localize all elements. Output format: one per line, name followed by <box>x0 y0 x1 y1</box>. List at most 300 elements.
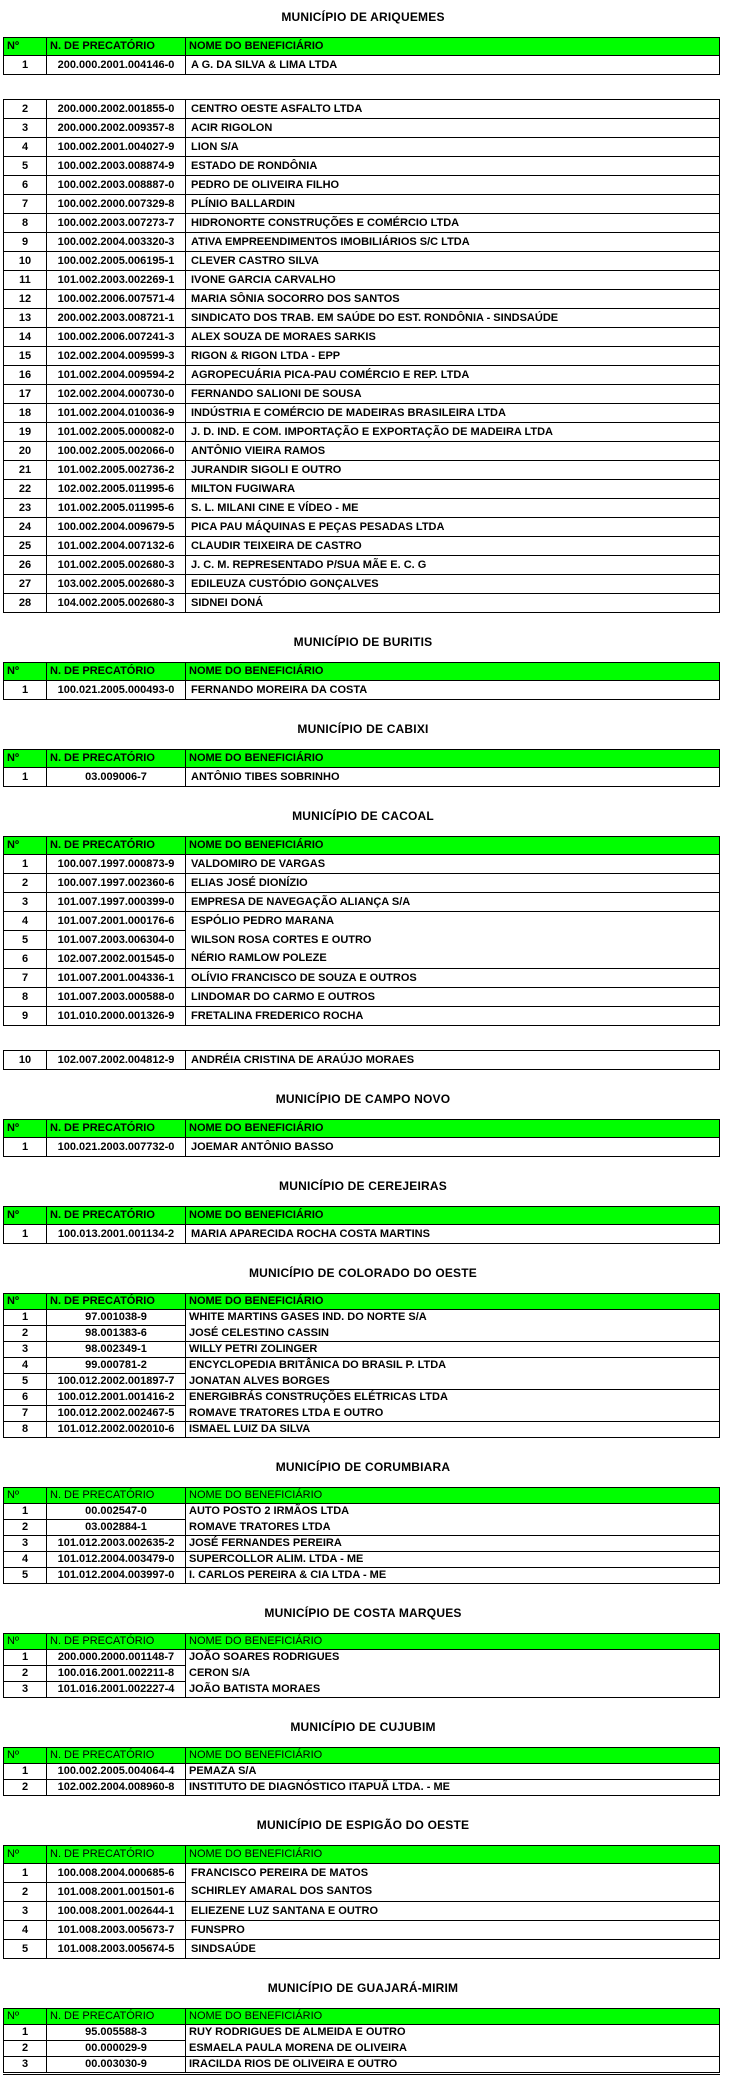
cell-nome: FRANCISCO PEREIRA DE MATOS <box>186 1864 720 1883</box>
table-row <box>4 461 720 480</box>
column-header: NOME DO BENEFICIÁRIO <box>186 1120 720 1138</box>
column-header: NOME DO BENEFICIÁRIO <box>186 663 720 681</box>
column-header: NOME DO BENEFICIÁRIO <box>186 1207 720 1225</box>
column-header: N. DE PRECATÓRIO <box>47 1207 186 1225</box>
cell-n: 4 <box>4 1552 47 1568</box>
cell-n: 6 <box>4 1390 47 1406</box>
cell-nome: LION S/A <box>186 138 720 157</box>
table-row <box>4 157 720 176</box>
cell-nome: JONATAN ALVES BORGES <box>186 1374 720 1390</box>
cell-nome: INDÚSTRIA E COMÉRCIO DE MADEIRAS BRASILEIRA LTDA <box>186 404 720 423</box>
section <box>2 10 724 613</box>
section <box>2 1606 724 1698</box>
cell-nome: CLAUDIR TEIXEIRA DE CASTRO <box>186 537 720 556</box>
cell-nome: CERON S/A <box>186 1666 720 1682</box>
cell-n: 5 <box>4 1940 47 1959</box>
cell-precatorio: 03.002884-1 <box>47 1520 186 1536</box>
cell-precatorio: 100.002.2003.007273-7 <box>47 214 186 233</box>
cell-n: 10 <box>4 1051 47 1070</box>
section <box>2 1092 724 1157</box>
column-header: N. DE PRECATÓRIO <box>47 750 186 768</box>
cell-n: 1 <box>4 768 47 787</box>
table-row <box>4 1536 720 1552</box>
section <box>2 1720 724 1796</box>
column-header: NOME DO BENEFICIÁRIO <box>186 837 720 855</box>
cell-precatorio: 100.002.2000.007329-8 <box>47 195 186 214</box>
table-row <box>4 385 720 404</box>
cell-precatorio: 101.007.2003.000588-0 <box>47 988 186 1007</box>
cell-n: 22 <box>4 480 47 499</box>
cell-precatorio: 200.000.2002.001855-0 <box>47 100 186 119</box>
table-row <box>4 950 720 969</box>
precatorios-table <box>3 2008 720 2075</box>
table-row <box>4 518 720 537</box>
table-row <box>4 195 720 214</box>
cell-n: 13 <box>4 309 47 328</box>
cell-nome: EMPRESA DE NAVEGAÇÃO ALIANÇA S/A <box>186 893 720 912</box>
cell-nome: ANDRÉIA CRISTINA DE ARAÚJO MORAES <box>186 1051 720 1070</box>
cell-precatorio: 100.008.2001.002644-1 <box>47 1902 186 1921</box>
table-row <box>4 1520 720 1536</box>
cell-precatorio: 03.009006-7 <box>47 768 186 787</box>
cell-precatorio: 00.002547-0 <box>47 1504 186 1520</box>
table-row <box>4 2057 720 2074</box>
column-header: Nº <box>4 2009 47 2025</box>
cell-nome: JOÃO BATISTA MORAES <box>186 1682 720 1698</box>
cell-precatorio: 102.002.2004.009599-3 <box>47 347 186 366</box>
table-row <box>4 347 720 366</box>
cell-precatorio: 101.002.2004.007132-6 <box>47 537 186 556</box>
section <box>2 1818 724 1959</box>
cell-n: 2 <box>4 1520 47 1536</box>
table-header-row <box>4 663 720 681</box>
table-header-row <box>4 1634 720 1650</box>
table-row <box>4 988 720 1007</box>
column-header: NOME DO BENEFICIÁRIO <box>186 1748 720 1764</box>
precatorios-table <box>3 37 720 75</box>
table-row <box>4 594 720 613</box>
column-header: Nº <box>4 1488 47 1504</box>
table-row <box>4 1374 720 1390</box>
cell-precatorio: 100.021.2003.007732-0 <box>47 1138 186 1157</box>
table-header-row <box>4 750 720 768</box>
section-title: MUNICÍPIO DE ARIQUEMES <box>281 10 445 24</box>
column-header: NOME DO BENEFICIÁRIO <box>186 38 720 56</box>
cell-nome: AGROPECUÁRIA PICA-PAU COMÉRCIO E REP. LTDA <box>186 366 720 385</box>
cell-precatorio: 101.002.2003.002269-1 <box>47 271 186 290</box>
cell-n: 1 <box>4 1504 47 1520</box>
cell-nome: ELIAS JOSÉ DIONÍZIO <box>186 874 720 893</box>
cell-n: 27 <box>4 575 47 594</box>
column-header: N. DE PRECATÓRIO <box>47 837 186 855</box>
cell-nome: RUY RODRIGUES DE ALMEIDA E OUTRO <box>186 2025 720 2041</box>
column-header: N. DE PRECATÓRIO <box>47 663 186 681</box>
column-header: NOME DO BENEFICIÁRIO <box>186 1634 720 1650</box>
cell-nome: MARIA SÔNIA SOCORRO DOS SANTOS <box>186 290 720 309</box>
cell-nome: J. D. IND. E COM. IMPORTAÇÃO E EXPORTAÇÃO DE MADEIRA LTDA <box>186 423 720 442</box>
cell-n: 1 <box>4 1225 47 1244</box>
column-header: N. DE PRECATÓRIO <box>47 1488 186 1504</box>
table-header-row <box>4 38 720 56</box>
column-header: NOME DO BENEFICIÁRIO <box>186 1846 720 1864</box>
cell-n: 1 <box>4 681 47 700</box>
column-header: N. DE PRECATÓRIO <box>47 1634 186 1650</box>
cell-nome: JURANDIR SIGOLI E OUTRO <box>186 461 720 480</box>
cell-n: 26 <box>4 556 47 575</box>
cell-nome: SCHIRLEY AMARAL DOS SANTOS <box>186 1883 720 1902</box>
cell-precatorio: 100.002.2006.007241-3 <box>47 328 186 347</box>
precatorios-table <box>3 1119 720 1157</box>
table-row <box>4 1682 720 1698</box>
cell-precatorio: 100.012.2002.002467-5 <box>47 1406 186 1422</box>
table-row <box>4 969 720 988</box>
cell-precatorio: 101.007.2003.006304-0 <box>47 931 186 950</box>
cell-precatorio: 101.010.2000.001326-9 <box>47 1007 186 1026</box>
cell-n: 25 <box>4 537 47 556</box>
cell-nome: MILTON FUGIWARA <box>186 480 720 499</box>
table-row <box>4 233 720 252</box>
cell-n: 1 <box>4 1864 47 1883</box>
cell-n: 1 <box>4 56 47 75</box>
table-row <box>4 328 720 347</box>
cell-n: 1 <box>4 2025 47 2041</box>
cell-precatorio: 100.007.1997.000873-9 <box>47 855 186 874</box>
cell-n: 8 <box>4 1422 47 1438</box>
cell-precatorio: 101.002.2004.010036-9 <box>47 404 186 423</box>
table-header-row <box>4 837 720 855</box>
table-row <box>4 855 720 874</box>
table-row <box>4 1650 720 1666</box>
cell-nome: ENCYCLOPEDIA BRITÂNICA DO BRASIL P. LTDA <box>186 1358 720 1374</box>
table-row <box>4 1225 720 1244</box>
cell-precatorio: 100.002.2004.003320-3 <box>47 233 186 252</box>
table-row <box>4 893 720 912</box>
cell-n: 16 <box>4 366 47 385</box>
cell-precatorio: 101.012.2002.002010-6 <box>47 1422 186 1438</box>
cell-precatorio: 102.002.2005.011995-6 <box>47 480 186 499</box>
cell-precatorio: 100.002.2003.008874-9 <box>47 157 186 176</box>
column-header: NOME DO BENEFICIÁRIO <box>186 750 720 768</box>
cell-n: 2 <box>4 1326 47 1342</box>
precatorios-table <box>3 749 720 787</box>
cell-nome: HIDRONORTE CONSTRUÇÕES E COMÉRCIO LTDA <box>186 214 720 233</box>
table-row <box>4 1342 720 1358</box>
cell-n: 12 <box>4 290 47 309</box>
cell-nome: CENTRO OESTE ASFALTO LTDA <box>186 100 720 119</box>
cell-nome: SINDSAÚDE <box>186 1940 720 1959</box>
cell-precatorio: 100.012.2001.001416-2 <box>47 1390 186 1406</box>
cell-n: 17 <box>4 385 47 404</box>
cell-precatorio: 101.007.2001.004336-1 <box>47 969 186 988</box>
table-row <box>4 2041 720 2057</box>
cell-precatorio: 100.008.2004.000685-6 <box>47 1864 186 1883</box>
cell-nome: ATIVA EMPREENDIMENTOS IMOBILIÁRIOS S/C LTDA <box>186 233 720 252</box>
cell-precatorio: 101.008.2003.005673-7 <box>47 1921 186 1940</box>
table-row <box>4 1764 720 1780</box>
cell-nome: MARIA APARECIDA ROCHA COSTA MARTINS <box>186 1225 720 1244</box>
column-header: N. DE PRECATÓRIO <box>47 1294 186 1310</box>
table-header-row <box>4 1294 720 1310</box>
cell-nome: WHITE MARTINS GASES IND. DO NORTE S/A <box>186 1310 720 1326</box>
cell-n: 4 <box>4 138 47 157</box>
column-header: Nº <box>4 1748 47 1764</box>
section-title: MUNICÍPIO DE CAMPO NOVO <box>275 1092 451 1106</box>
table-row <box>4 1310 720 1326</box>
cell-precatorio: 100.002.2005.006195-1 <box>47 252 186 271</box>
cell-precatorio: 98.002349-1 <box>47 1342 186 1358</box>
cell-nome: PEDRO DE OLIVEIRA FILHO <box>186 176 720 195</box>
cell-precatorio: 101.002.2005.002680-3 <box>47 556 186 575</box>
cell-precatorio: 100.007.1997.002360-6 <box>47 874 186 893</box>
cell-n: 21 <box>4 461 47 480</box>
section-title: MUNICÍPIO DE COSTA MARQUES <box>264 1606 462 1620</box>
cell-nome: CLEVER CASTRO SILVA <box>186 252 720 271</box>
section-title: MUNICÍPIO DE BURITIS <box>293 635 433 649</box>
cell-n: 11 <box>4 271 47 290</box>
cell-n: 20 <box>4 442 47 461</box>
cell-precatorio: 100.002.2006.007571-4 <box>47 290 186 309</box>
cell-precatorio: 102.002.2004.008960-8 <box>47 1780 186 1796</box>
cell-nome: VALDOMIRO DE VARGAS <box>186 855 720 874</box>
cell-nome: PLÍNIO BALLARDIN <box>186 195 720 214</box>
cell-nome: ESMAELA PAULA MORENA DE OLIVEIRA <box>186 2041 720 2057</box>
table-row <box>4 1568 720 1584</box>
cell-precatorio: 200.002.2003.008721-1 <box>47 309 186 328</box>
cell-n: 7 <box>4 195 47 214</box>
cell-nome: PEMAZA S/A <box>186 1764 720 1780</box>
table-row <box>4 1406 720 1422</box>
section <box>2 635 724 700</box>
table-row <box>4 2025 720 2041</box>
column-header: NOME DO BENEFICIÁRIO <box>186 2009 720 2025</box>
column-header: Nº <box>4 1294 47 1310</box>
cell-precatorio: 100.002.2005.004064-4 <box>47 1764 186 1780</box>
cell-precatorio: 101.008.2001.001501-6 <box>47 1883 186 1902</box>
section-title: MUNICÍPIO DE CABIXI <box>297 722 429 736</box>
table-row <box>4 912 720 931</box>
column-header: N. DE PRECATÓRIO <box>47 1748 186 1764</box>
table-row <box>4 1780 720 1796</box>
cell-precatorio: 98.001383-6 <box>47 1326 186 1342</box>
cell-precatorio: 101.007.1997.000399-0 <box>47 893 186 912</box>
cell-nome: J. C. M. REPRESENTADO P/SUA MÃE E. C. G <box>186 556 720 575</box>
cell-n: 5 <box>4 1374 47 1390</box>
column-header: N. DE PRECATÓRIO <box>47 38 186 56</box>
column-header: Nº <box>4 663 47 681</box>
cell-precatorio: 102.007.2002.004812-9 <box>47 1051 186 1070</box>
cell-n: 2 <box>4 1780 47 1796</box>
section-title: MUNICÍPIO DE ESPIGÃO DO OESTE <box>256 1818 470 1832</box>
cell-precatorio: 101.012.2004.003479-0 <box>47 1552 186 1568</box>
cell-precatorio: 100.012.2002.001897-7 <box>47 1374 186 1390</box>
cell-n: 28 <box>4 594 47 613</box>
table-row <box>4 1921 720 1940</box>
section-title: MUNICÍPIO DE CACOAL <box>292 809 434 823</box>
cell-nome: ACIR RIGOLON <box>186 119 720 138</box>
table-header-row <box>4 1748 720 1764</box>
cell-nome: JOÃO SOARES RODRIGUES <box>186 1650 720 1666</box>
section-title: MUNICÍPIO DE COLORADO DO OESTE <box>248 1266 477 1280</box>
cell-nome: AUTO POSTO 2 IRMÃOS LTDA <box>186 1504 720 1520</box>
precatorios-table <box>3 99 720 613</box>
cell-n: 4 <box>4 1358 47 1374</box>
cell-precatorio: 101.002.2005.011995-6 <box>47 499 186 518</box>
precatorios-table <box>3 1050 720 1070</box>
cell-precatorio: 00.000029-9 <box>47 2041 186 2057</box>
cell-n: 15 <box>4 347 47 366</box>
cell-nome: JOSÉ CELESTINO CASSIN <box>186 1326 720 1342</box>
cell-n: 2 <box>4 2041 47 2057</box>
cell-n: 19 <box>4 423 47 442</box>
cell-precatorio: 100.016.2001.002211-8 <box>47 1666 186 1682</box>
cell-precatorio: 00.003030-9 <box>47 2057 186 2074</box>
cell-nome: ESTADO DE RONDÔNIA <box>186 157 720 176</box>
precatorios-table <box>3 836 720 1026</box>
table-row <box>4 874 720 893</box>
precatorios-table <box>3 1293 720 1438</box>
cell-nome: SUPERCOLLOR ALIM. LTDA - ME <box>186 1552 720 1568</box>
cell-nome: OLÍVIO FRANCISCO DE SOUZA E OUTROS <box>186 969 720 988</box>
cell-n: 5 <box>4 1568 47 1584</box>
cell-nome: I. CARLOS PEREIRA & CIA LTDA - ME <box>186 1568 720 1584</box>
cell-n: 23 <box>4 499 47 518</box>
table-row <box>4 1552 720 1568</box>
cell-nome: ESPÓLIO PEDRO MARANA <box>186 912 720 931</box>
cell-precatorio: 104.002.2005.002680-3 <box>47 594 186 613</box>
cell-n: 3 <box>4 1536 47 1552</box>
table-row <box>4 119 720 138</box>
cell-nome: FERNANDO MOREIRA DA COSTA <box>186 681 720 700</box>
cell-n: 9 <box>4 1007 47 1026</box>
table-row <box>4 480 720 499</box>
section <box>2 722 724 787</box>
table-row <box>4 366 720 385</box>
precatorios-table <box>3 1487 720 1584</box>
cell-n: 1 <box>4 855 47 874</box>
cell-precatorio: 100.021.2005.000493-0 <box>47 681 186 700</box>
cell-nome: WILLY PETRI ZOLINGER <box>186 1342 720 1358</box>
column-header: N. DE PRECATÓRIO <box>47 1846 186 1864</box>
column-header: Nº <box>4 1846 47 1864</box>
table-row <box>4 214 720 233</box>
section-title: MUNICÍPIO DE GUAJARÁ-MIRIM <box>267 1981 459 1995</box>
cell-nome: NÉRIO RAMLOW POLEZE <box>186 950 720 969</box>
cell-nome: JOEMAR ANTÔNIO BASSO <box>186 1138 720 1157</box>
cell-n: 6 <box>4 176 47 195</box>
table-row <box>4 1504 720 1520</box>
cell-n: 2 <box>4 1666 47 1682</box>
cell-nome: LINDOMAR DO CARMO E OUTROS <box>186 988 720 1007</box>
table-header-row <box>4 1846 720 1864</box>
table-row <box>4 1422 720 1438</box>
column-header: Nº <box>4 1634 47 1650</box>
cell-n: 1 <box>4 1650 47 1666</box>
cell-precatorio: 101.002.2005.002736-2 <box>47 461 186 480</box>
cell-precatorio: 100.002.2005.002066-0 <box>47 442 186 461</box>
cell-n: 1 <box>4 1310 47 1326</box>
column-header: N. DE PRECATÓRIO <box>47 1120 186 1138</box>
cell-precatorio: 100.013.2001.001134-2 <box>47 1225 186 1244</box>
cell-n: 14 <box>4 328 47 347</box>
table-row <box>4 768 720 787</box>
column-header: Nº <box>4 750 47 768</box>
table-row <box>4 1007 720 1026</box>
table-row <box>4 252 720 271</box>
cell-nome: ELIEZENE LUZ SANTANA E OUTRO <box>186 1902 720 1921</box>
cell-nome: RIGON & RIGON LTDA - EPP <box>186 347 720 366</box>
cell-n: 24 <box>4 518 47 537</box>
cell-nome: JOSÉ FERNANDES PEREIRA <box>186 1536 720 1552</box>
table-row <box>4 537 720 556</box>
cell-precatorio: 100.002.2003.008887-0 <box>47 176 186 195</box>
cell-n: 3 <box>4 1342 47 1358</box>
table-header-row <box>4 1488 720 1504</box>
cell-precatorio: 200.000.2000.001148-7 <box>47 1650 186 1666</box>
cell-precatorio: 200.000.2001.004146-0 <box>47 56 186 75</box>
column-header: Nº <box>4 38 47 56</box>
cell-n: 10 <box>4 252 47 271</box>
cell-nome: ANTÔNIO VIEIRA RAMOS <box>186 442 720 461</box>
cell-n: 2 <box>4 874 47 893</box>
cell-nome: PICA PAU MÁQUINAS E PEÇAS PESADAS LTDA <box>186 518 720 537</box>
cell-precatorio: 101.012.2004.003997-0 <box>47 1568 186 1584</box>
cell-nome: FUNSPRO <box>186 1921 720 1940</box>
cell-nome: WILSON ROSA CORTES E OUTRO <box>186 931 720 950</box>
table-row <box>4 404 720 423</box>
cell-nome: ANTÔNIO TIBES SOBRINHO <box>186 768 720 787</box>
precatorios-table <box>3 662 720 700</box>
cell-precatorio: 101.002.2004.009594-2 <box>47 366 186 385</box>
cell-nome: INSTITUTO DE DIAGNÓSTICO ITAPUÃ LTDA. - ME <box>186 1780 720 1796</box>
cell-precatorio: 97.001038-9 <box>47 1310 186 1326</box>
table-row <box>4 56 720 75</box>
table-row <box>4 1902 720 1921</box>
cell-nome: S. L. MILANI CINE E VÍDEO - ME <box>186 499 720 518</box>
cell-nome: SINDICATO DOS TRAB. EM SAÚDE DO EST. RONDÔNIA - SINDSAÚDE <box>186 309 720 328</box>
table-header-row <box>4 1120 720 1138</box>
section-title: MUNICÍPIO DE CORUMBIARA <box>275 1460 451 1474</box>
section-title: MUNICÍPIO DE CUJUBIM <box>290 1720 436 1734</box>
table-row <box>4 681 720 700</box>
table-row <box>4 271 720 290</box>
section <box>2 1266 724 1438</box>
cell-precatorio: 101.012.2003.002635-2 <box>47 1536 186 1552</box>
section <box>2 809 724 1070</box>
table-row <box>4 176 720 195</box>
table-row <box>4 100 720 119</box>
cell-precatorio: 103.002.2005.002680-3 <box>47 575 186 594</box>
table-row <box>4 1666 720 1682</box>
cell-precatorio: 95.005588-3 <box>47 2025 186 2041</box>
section-title: MUNICÍPIO DE CEREJEIRAS <box>279 1179 447 1193</box>
cell-n: 3 <box>4 119 47 138</box>
cell-n: 2 <box>4 100 47 119</box>
precatorios-table <box>3 1845 720 1959</box>
cell-precatorio: 101.016.2001.002227-4 <box>47 1682 186 1698</box>
table-header-row <box>4 2009 720 2025</box>
cell-n: 2 <box>4 1883 47 1902</box>
cell-n: 1 <box>4 1138 47 1157</box>
cell-nome: ROMAVE TRATORES LTDA <box>186 1520 720 1536</box>
table-row <box>4 931 720 950</box>
cell-n: 8 <box>4 988 47 1007</box>
cell-precatorio: 102.007.2002.001545-0 <box>47 950 186 969</box>
table-row <box>4 1864 720 1883</box>
table-row <box>4 1883 720 1902</box>
cell-nome: A G. DA SILVA & LIMA LTDA <box>186 56 720 75</box>
cell-n: 7 <box>4 1406 47 1422</box>
cell-precatorio: 101.002.2005.000082-0 <box>47 423 186 442</box>
